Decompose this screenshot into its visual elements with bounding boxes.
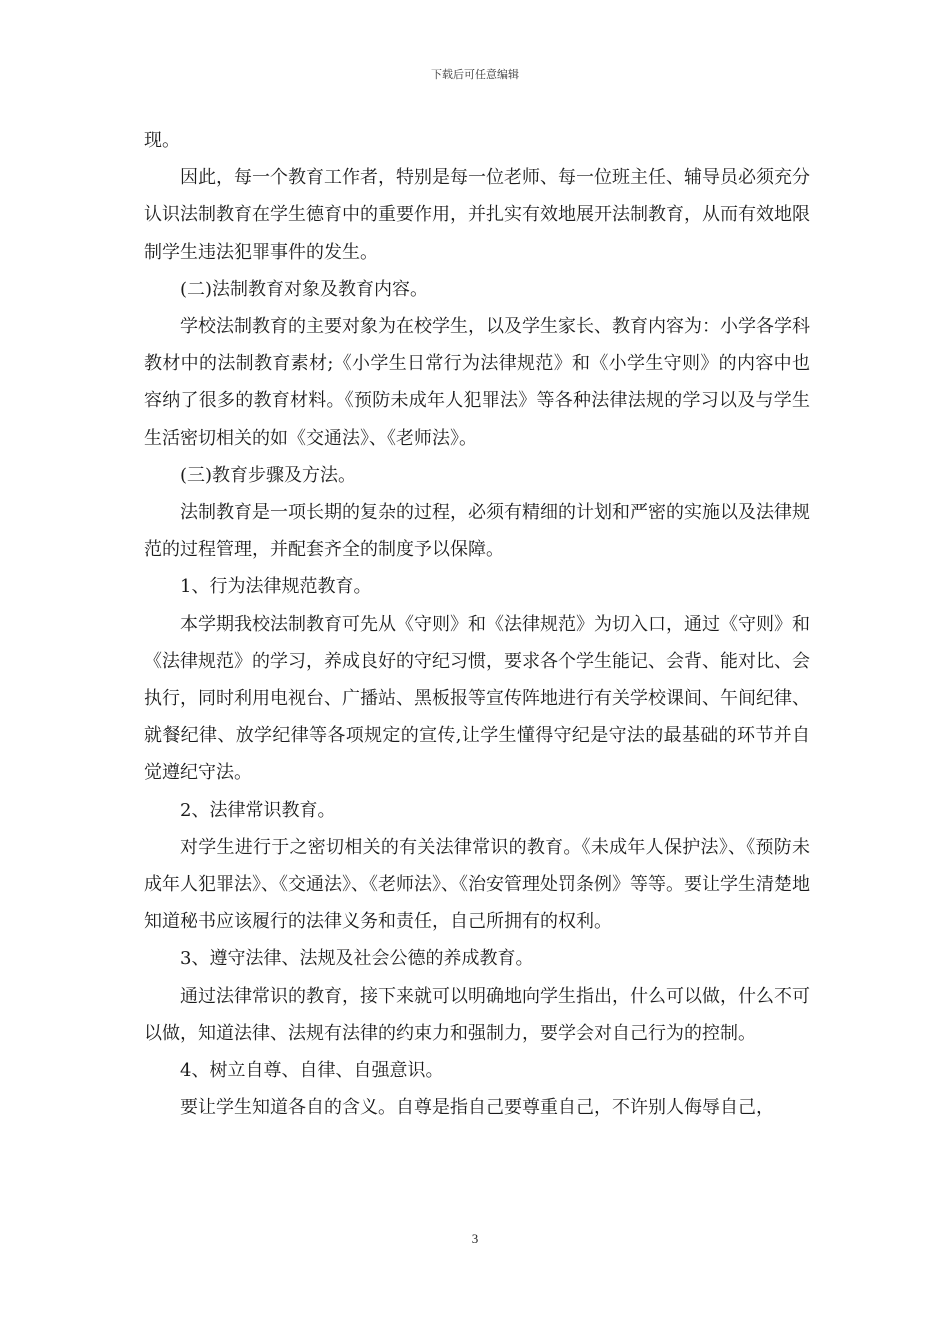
paragraph-1: 现。: [144, 130, 180, 151]
item-heading-2: 2、法律常识教育。: [180, 799, 336, 821]
item-heading-1: 1、行为法律规范教育。: [180, 576, 372, 598]
paragraph-5: 本学期我校法制教育可先从《守则》和《法律规范》为切入口，通过《守则》和《法律规范》的学习，养成良好的守纪习惯，要求各个学生能记、会背、能对比、会执行，同时利用电视台、广播站、黑板报等宣传阵地进行有关学校课间、午间纪律、就餐纪律、放学纪律等各项规定的宣传,让学生懂得守纪是守法的最基础的环节并自觉遵纪守法。: [144, 613, 810, 784]
document-body: [144, 122, 810, 1126]
item-heading-3: 3、遵守法律、法规及社会公德的养成教育。: [180, 948, 534, 970]
section-heading-3: (三)教育步骤及方法。: [180, 464, 357, 486]
section-heading-2: (二)法制教育对象及教育内容。: [180, 278, 429, 300]
paragraph-2: 因此，每一个教育工作者，特别是每一位老师、每一位班主任、辅导员必须充分认识法制教育在学生德育中的重要作用，并扎实有效地展开法制教育，从而有效地限制学生违法犯罪事件的发生。: [144, 167, 810, 263]
page-number: 3: [471, 1231, 479, 1246]
paragraph-6: 对学生进行于之密切相关的有关法律常识的教育。《未成年人保护法》、《预防未成年人犯罪法》、《交通法》、《老师法》、《治安管理处罚条例》等等。要让学生清楚地知道秘书应该履行的法律义务和责任，自己所拥有的权利。: [144, 836, 810, 933]
paragraph-3: 学校法制教育的主要对象为在校学生，以及学生家长、教育内容为：小学各学科教材中的法制教育素材;《小学生日常行为法律规范》和《小学生守则》的内容中也容纳了很多的教育材料。《预防未成年人犯罪法》等各种法律法规的学习以及与学生生活密切相关的如《交通法》、《老师法》。: [144, 316, 810, 449]
paragraph-4: 法制教育是一项长期的复杂的过程，必须有精细的计划和严密的实施以及法律规范的过程管理，并配套齐全的制度予以保障。: [144, 502, 810, 561]
paragraph-7: 通过法律常识的教育，接下来就可以明确地向学生指出，什么可以做，什么不可以做，知道法律、法规有法律的约束力和强制力，要学会对自己行为的控制。: [144, 985, 810, 1044]
item-heading-4: 4、树立自尊、自律、自强意识。: [180, 1060, 444, 1082]
paragraph-8: 要让学生知道各自的含义。自尊是指自己要尊重自己，不许别人侮辱自己，: [180, 1097, 774, 1119]
page-header: 下载后可任意编辑: [431, 68, 519, 81]
